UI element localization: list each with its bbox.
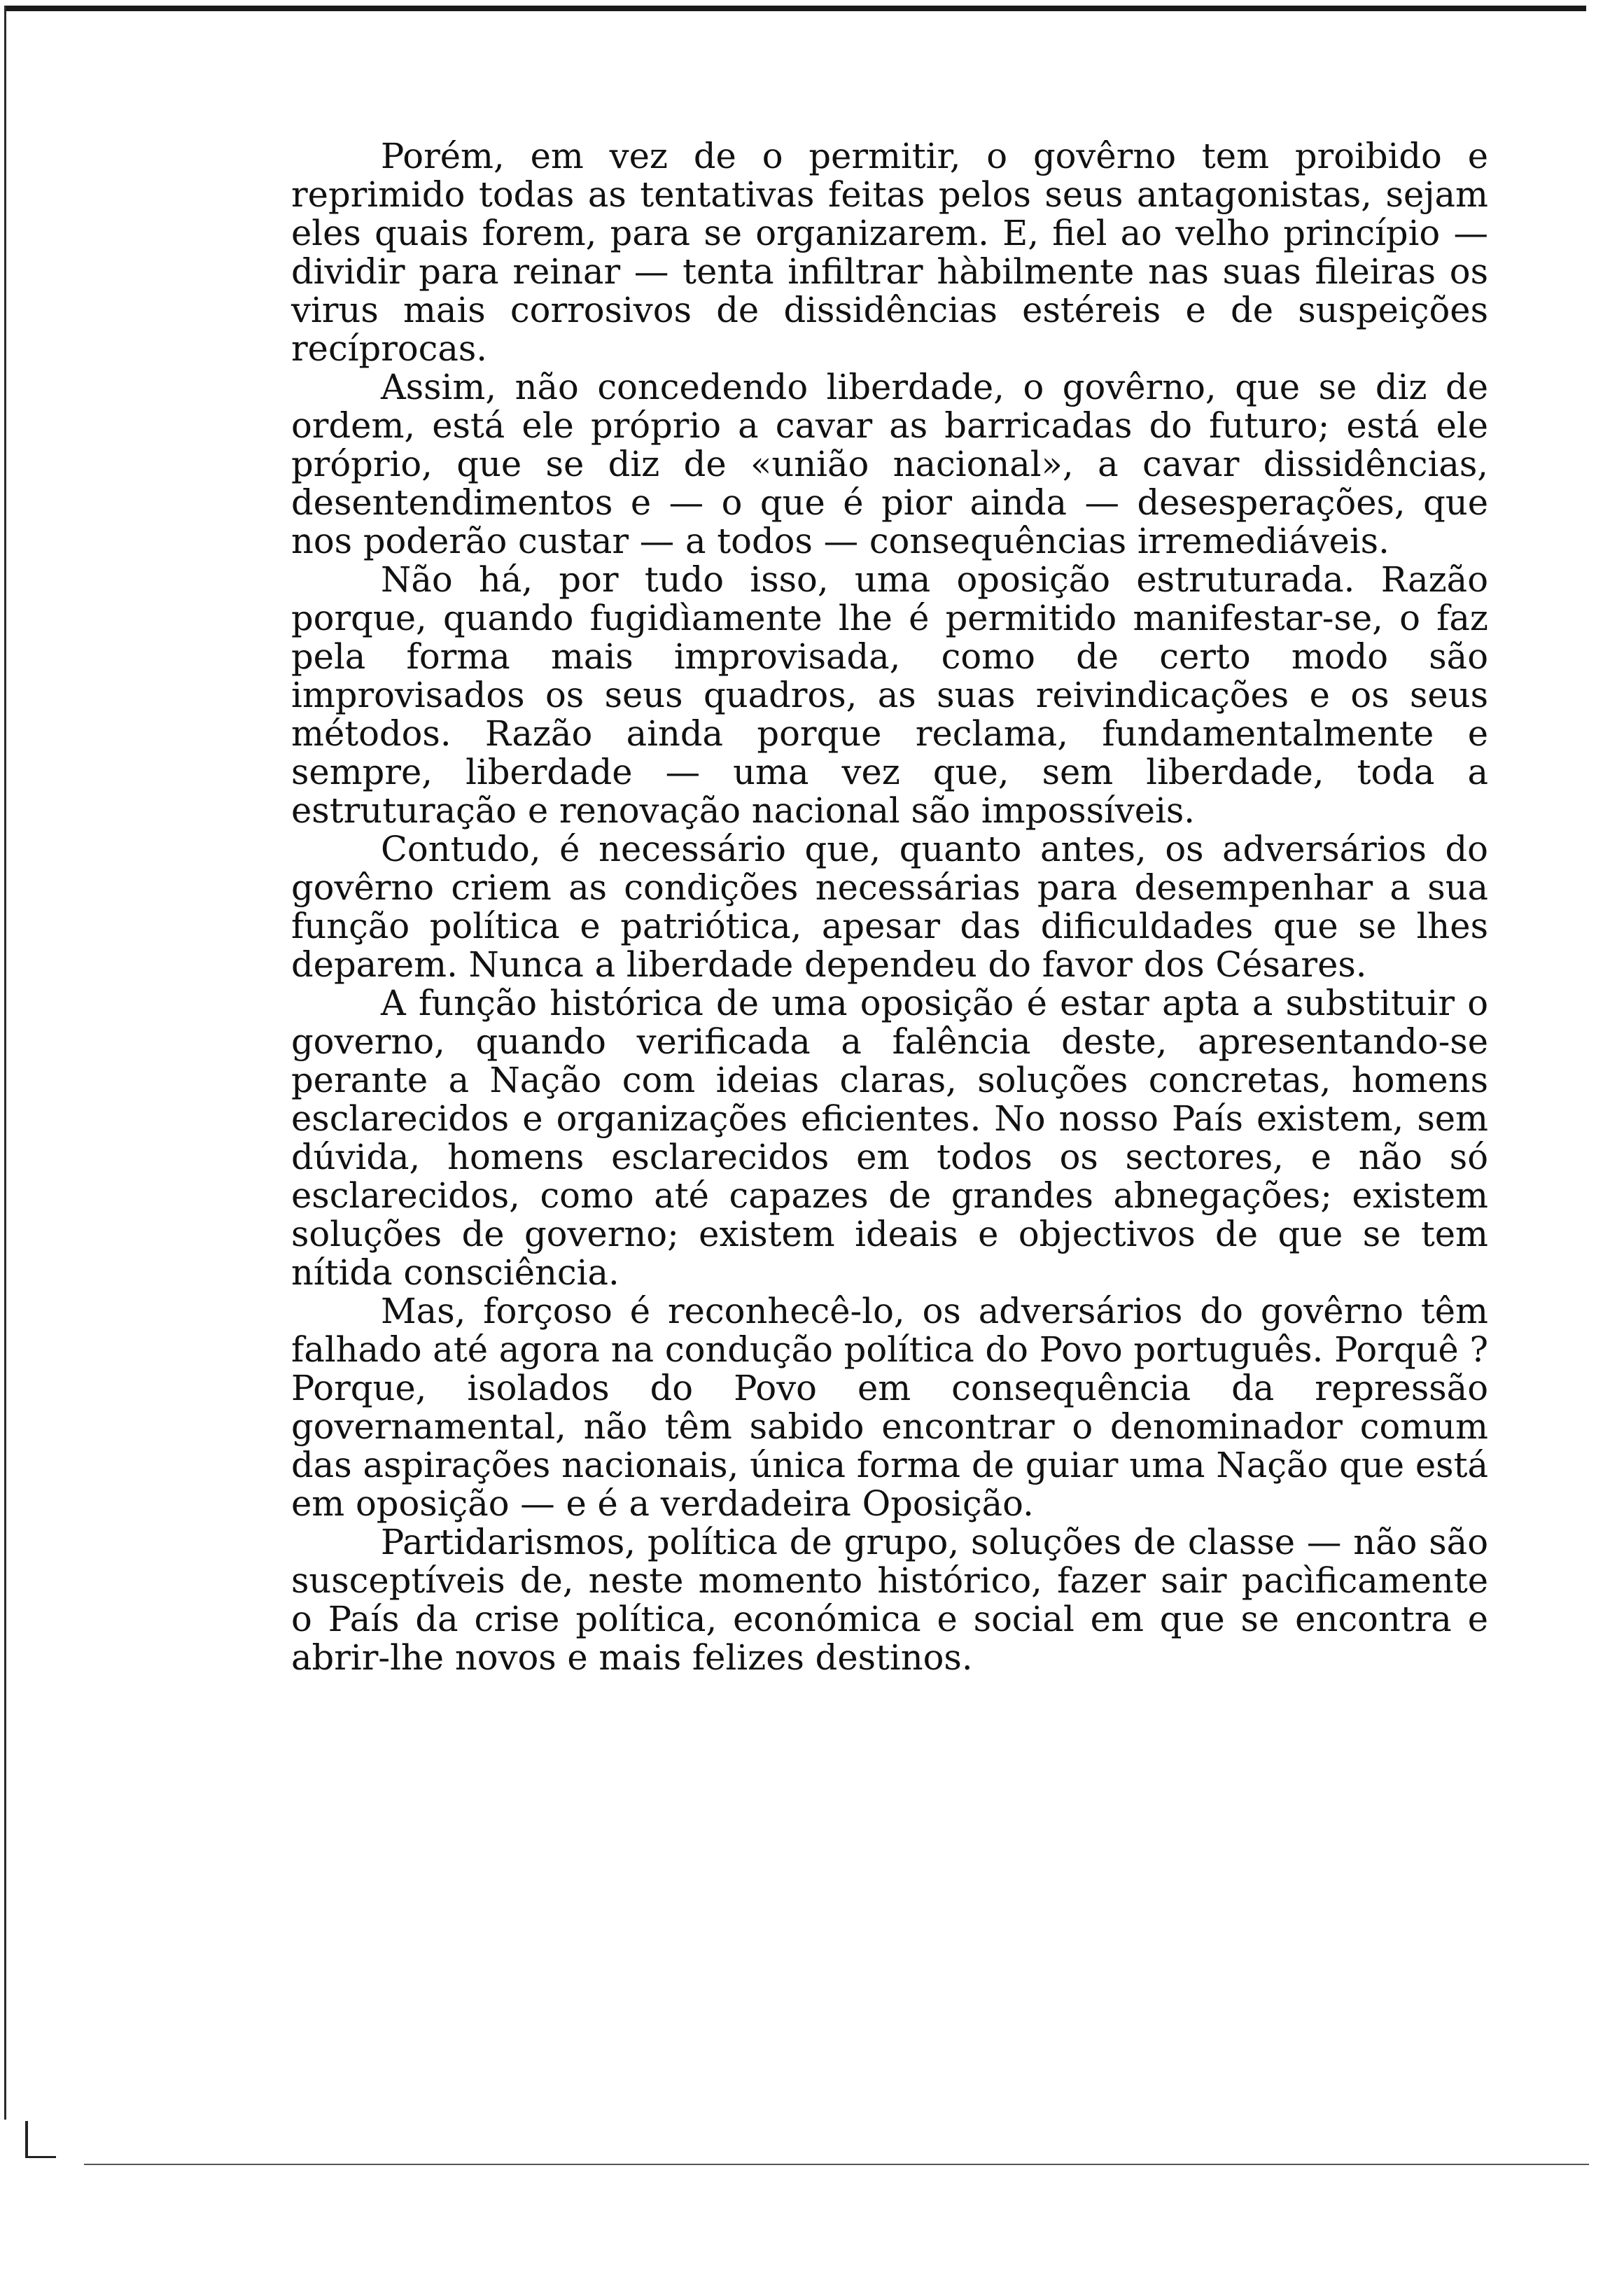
paragraph: Porém, em vez de o permitir, o govêrno tem proibido e reprimido todas as tentativas feitas pelos seus antagonistas, sejam eles quais forem, para se organizarem. E, fiel ao velho princípio — dividir para reinar — tenta infiltrar hàbilmente nas suas fileiras os virus mais corrosivos de dissidências estéreis e de suspeições recíprocas. [291,136,1488,369]
page-border-bottom [84,2164,1589,2165]
page-border-left [4,6,6,2120]
paragraph: Mas, forçoso é reconhecê-lo, os adversários do govêrno têm falhado até agora na condução política do Povo português. Porquê ? Porque, isolados do Povo em consequência da repressão governamental, não têm sabido encontrar o denominador comum das aspirações nacionais, única forma de guiar uma Nação que está em oposição — e é a verdadeira Oposição. [291,1291,1488,1524]
paragraph: Contudo, é necessário que, quanto antes, os adversários do govêrno criem as condições necessárias para desempenhar a sua função política e patriótica, apesar das dificuldades que se lhes deparem. Nunca a liberdade dependeu do favor dos Césares. [291,829,1488,985]
paragraph: Assim, não concedendo liberdade, o govêrno, que se diz de ordem, está ele próprio a cavar as barricadas do futuro; está ele próprio, que se diz de «união nacional», a cavar dissidências, desentendimentos e — o que é pior ainda — desesperações, que nos poderão custar — a todos — consequências irremediáveis. [291,367,1488,561]
corner-crop-mark [25,2121,56,2158]
document-body [291,137,1488,1677]
paragraph: Não há, por tudo isso, uma oposição estruturada. Razão porque, quando fugidìamente lhe é permitido manifestar-se, o faz pela forma mais improvisada, como de certo modo são improvisados os seus quadros, as suas reivindicações e os seus métodos. Razão ainda porque reclama, fundamentalmente e sempre, liberdade — uma vez que, sem liberdade, toda a estruturação e renovação nacional são impossíveis. [291,559,1488,831]
paragraph: A função histórica de uma oposição é estar apta a substituir o governo, quando verificada a falência deste, apresentando-se perante a Nação com ideias claras, soluções concretas, homens esclarecidos e organizações eficientes. No nosso País existem, sem dúvida, homens esclarecidos em todos os sectores, e não só esclarecidos, como até capazes de grandes abnegações; existem soluções de governo; existem ideais e objectivos de que se tem nítida consciência. [291,983,1488,1293]
paragraph: Partidarismos, política de grupo, soluções de classe — não são susceptíveis de, neste momento histórico, fazer sair pacìficamente o País da crise política, económica e social em que se encontra e abrir-lhe novos e mais felizes destinos. [291,1522,1488,1678]
page-border-top [4,6,1586,11]
